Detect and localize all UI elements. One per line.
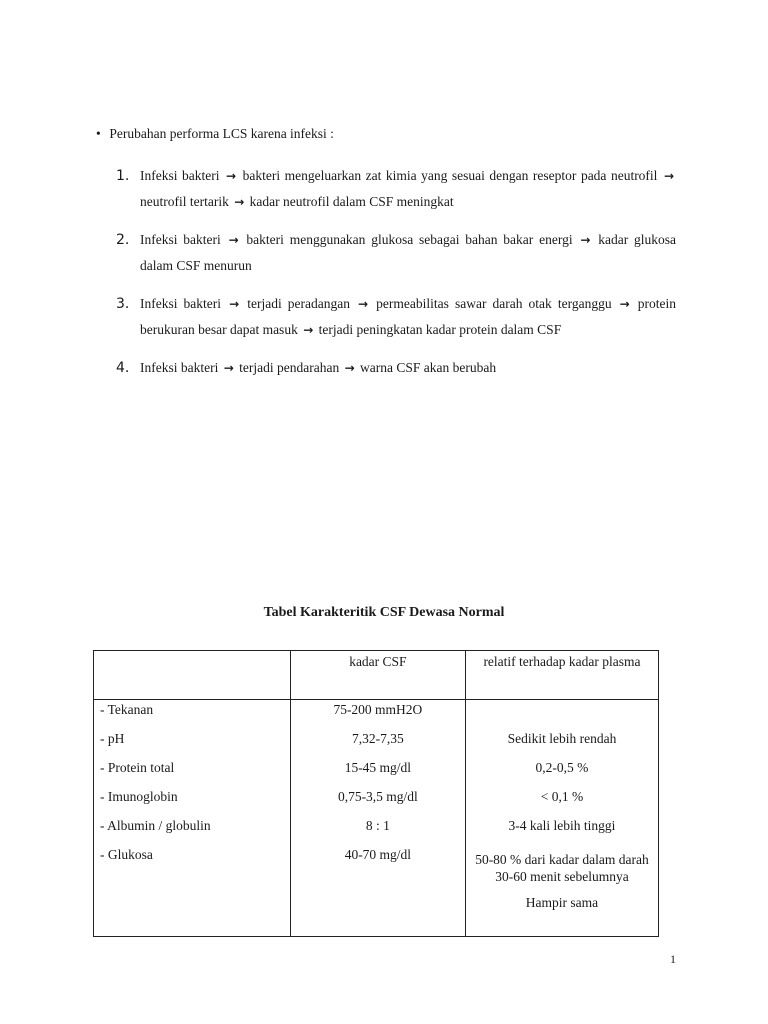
table-cell: 40-70 mg/dl xyxy=(344,847,412,862)
arrow-right-icon: → xyxy=(619,297,630,311)
arrow-right-icon: → xyxy=(358,297,369,311)
list-text: terjadi peradangan xyxy=(247,296,350,311)
page-number: 1 xyxy=(670,952,676,966)
list-number: 2. xyxy=(116,232,130,248)
table-header-empty xyxy=(94,651,291,700)
list-text: Infeksi bakteri xyxy=(140,296,222,311)
list-text: protein berukuran besar dapat masuk xyxy=(140,296,677,337)
list-item xyxy=(110,355,676,381)
list-text: Infeksi bakteri xyxy=(140,232,221,247)
list-text: terjadi peningkatan kadar protein dalam CSF xyxy=(318,322,562,337)
table-header-row xyxy=(94,651,659,700)
list-text: kadar glukosa dalam CSF menurun xyxy=(140,232,677,273)
intro-line xyxy=(96,126,334,142)
table-cell-note: Hampir sama xyxy=(525,895,599,910)
table-cell: 15-45 mg/dl xyxy=(344,760,412,775)
kadar-column xyxy=(290,700,465,937)
list-item xyxy=(110,291,676,343)
table-cell xyxy=(466,700,658,729)
table-body-row xyxy=(94,700,659,937)
table-cell: 75-200 mmH2O xyxy=(333,702,423,717)
table-cell: - Protein total xyxy=(100,760,175,775)
list-text: bakteri mengeluarkan zat kimia yang sesuai dengan reseptor pada neutrofil xyxy=(242,168,658,183)
table-title: Tabel Karakteritik CSF Dewasa Normal xyxy=(263,605,505,620)
table-header-relatif: relatif terhadap kadar plasma xyxy=(465,651,658,700)
infection-effects-list xyxy=(110,163,676,381)
arrow-right-icon: → xyxy=(344,361,355,375)
list-text: terjadi pendarahan xyxy=(239,360,340,375)
arrow-right-icon: → xyxy=(229,297,240,311)
table-cell: 3-4 kali lebih tinggi xyxy=(508,818,616,833)
list-text: kadar neutrofil dalam CSF meningkat xyxy=(249,194,454,209)
csf-characteristics-table xyxy=(93,650,659,937)
bullet-icon: • xyxy=(96,126,101,141)
table-cell: - pH xyxy=(100,731,125,746)
parameter-column xyxy=(94,700,291,937)
list-text: warna CSF akan berubah xyxy=(360,360,497,375)
table-cell: Sedikit lebih rendah xyxy=(507,731,617,746)
list-item xyxy=(110,163,676,215)
arrow-right-icon: → xyxy=(303,323,314,337)
arrow-right-icon: → xyxy=(234,195,245,209)
list-text: bakteri menggunakan glukosa sebagai bahan bakar energi xyxy=(246,232,573,247)
table-header-kadar: kadar CSF xyxy=(290,651,465,700)
list-text: permeabilitas sawar darah otak terganggu xyxy=(376,296,612,311)
arrow-right-icon: → xyxy=(226,169,237,183)
table-cell: - Tekanan xyxy=(100,702,154,717)
arrow-right-icon: → xyxy=(223,361,234,375)
arrow-right-icon: → xyxy=(663,169,675,183)
table-cell: 8 : 1 xyxy=(365,818,390,833)
arrow-right-icon: → xyxy=(580,233,591,247)
table-cell: - Glukosa xyxy=(100,847,153,862)
relatif-column xyxy=(465,700,658,937)
table-cell: - Albumin / globulin xyxy=(100,818,211,833)
table-cell: 0,2-0,5 % xyxy=(535,760,589,775)
list-text: neutrofil tertarik xyxy=(140,194,229,209)
arrow-right-icon: → xyxy=(228,233,239,247)
list-number: 4. xyxy=(116,360,130,376)
table-cell: 0,75-3,5 mg/dl xyxy=(337,789,418,804)
list-number: 3. xyxy=(116,296,130,312)
list-number: 1. xyxy=(116,168,130,184)
table-cell: - Imunoglobin xyxy=(100,789,178,804)
list-text: Infeksi bakteri xyxy=(140,360,219,375)
table-cell: 50-80 % dari kadar dalam darah 30-60 menit sebelumnya xyxy=(475,852,649,884)
list-item xyxy=(110,227,676,279)
table-cell: 7,32-7,35 xyxy=(352,731,404,746)
table-cell: < 0,1 % xyxy=(540,789,584,804)
list-text: Infeksi bakteri xyxy=(140,168,220,183)
intro-text: Perubahan performa LCS karena infeksi : xyxy=(109,126,334,141)
